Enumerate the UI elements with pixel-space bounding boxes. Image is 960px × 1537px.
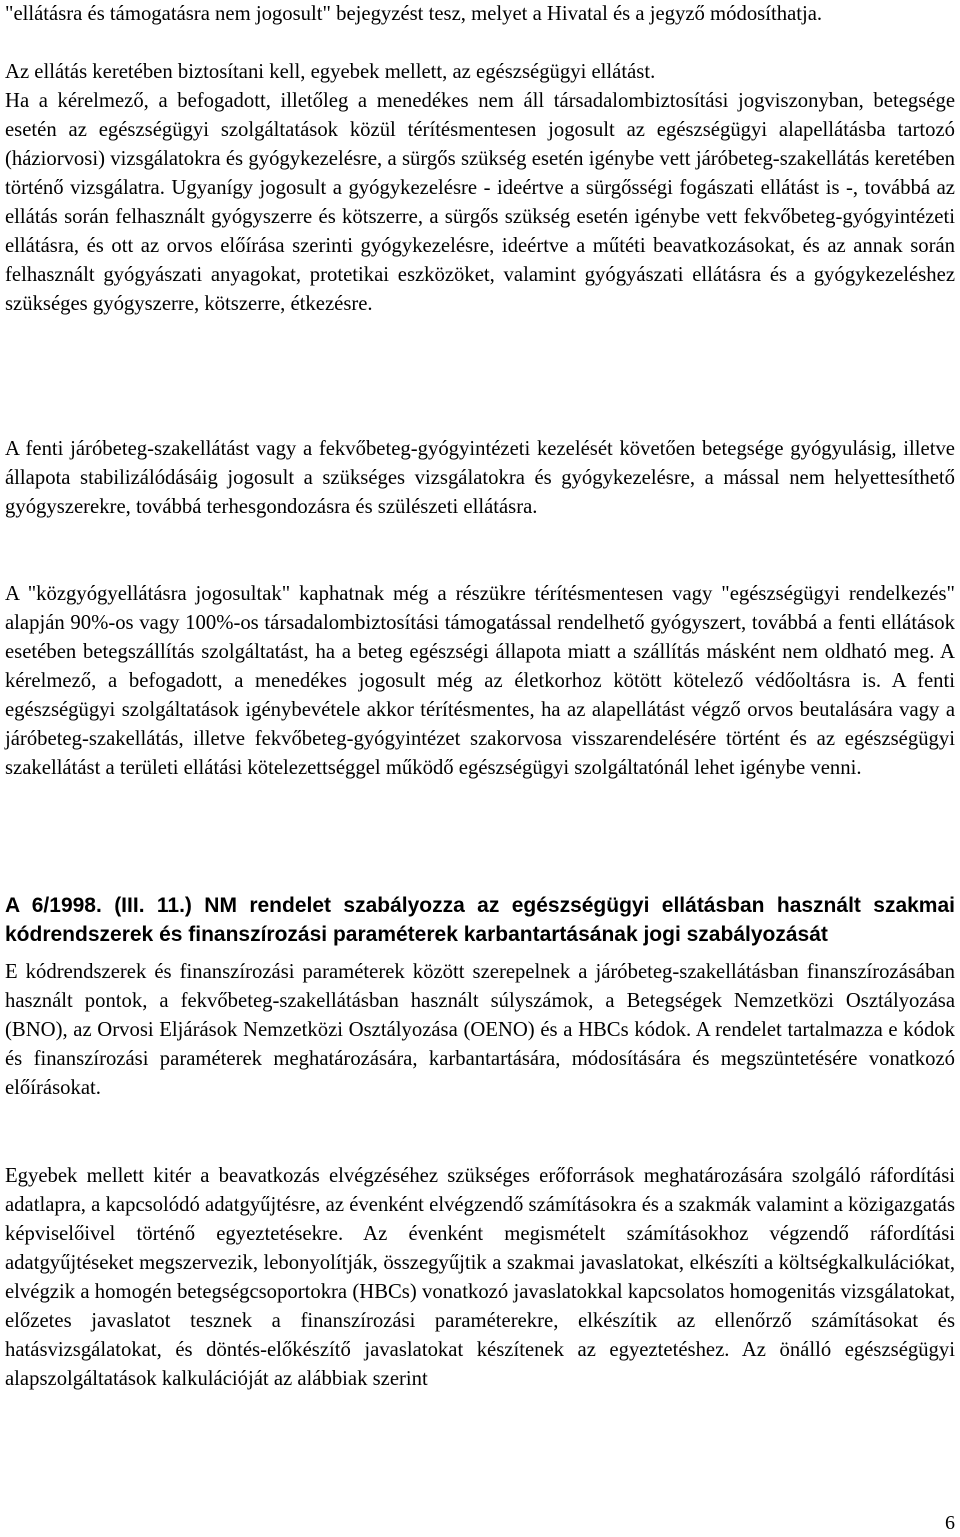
paragraph-registration-note: "ellátásra és támogatásra nem jogosult" bejegyzést tesz, melyet a Hivatal és a jegyző módosíthatja. <box>5 3 823 25</box>
page-number: 6 <box>945 1512 955 1534</box>
paragraph-cost-calculation: Egyebek mellett kitér a beavatkozás elvégzéséhez szükséges erőforrások meghatározására szolgáló ráfordítási adatlapra, a kapcsolódó adatgyűjtésre, az évenként elvégzendő számításokra és a szakmák valamint a közigazgatás képviselőivel történő egyeztetésekre. Az évenként megismételt számításokhoz végzendő ráfordítási adatgyűjtéseket megszervezik, lebonyolítják, összegyűjtik a szakmai javaslatokat, elkészíti a költségkalkulációkat, elvégzik a homogén betegségcsoportokra (HBCs) vonatkozó javaslatokkal kapcsolatos homogenitás vizsgálatokat, előzetes javaslatot tesznek a finanszírozási paraméterekre, elkészítik az ellenőrző számításokat és hatásvizsgálatokat, és döntés-előkészítő javaslatokat készítenek az egyeztetéshez. Az önálló egészségügyi alapszolgáltatások kalkulációját az alábbiak szerint <box>5 1165 955 1390</box>
section-heading: A 6/1998. (III. 11.) NM rendelet szabályozza az egészségügyi ellátásban használt szakmai kódrendszerek és finanszírozási paraméterek karbantartásának jogi szabályozását <box>5 894 955 946</box>
paragraph-follow-up-care: A fenti járóbeteg-szakellátást vagy a fekvőbeteg-gyógyintézeti kezelését követően betegsége gyógyulásig, illetve állapota stabilizálódásáig jogosult a szükséges vizsgálatokra és gyógykezelésre, a mással nem helyettesíthető gyógyszerekre, továbbá terhesgondozásra és szülészeti ellátásra. <box>5 438 955 518</box>
paragraph-entitlements: Ha a kérelmező, a befogadott, illetőleg a menedékes nem áll társadalombiztosítási jogviszonyban, betegsége esetén az egészségügyi szolgáltatások közül térítésmentesen jogosult az egészségügyi alapellátásba tartozó (háziorvosi) vizsgálatokra és gyógykezelésre, a sürgős szükség esetén igénybe vett járóbeteg-szakellátás keretében történő vizsgálatra. Ugyanígy jogosult a gyógykezelésre - ideértve a sürgősségi fogászati ellátást is -, továbbá az ellátás során felhasznált gyógyszerre és kötszerre, a sürgős szükség esetén igénybe vett fekvőbeteg-gyógyintézeti ellátásra, és ott az orvos előírása szerinti gyógykezelésre, ideértve a műtéti beavatkozásokat, és az annak során felhasznált gyógyászati anyagokat, protetikai eszközöket, valamint gyógyászati ellátásra és a gyógykezeléshez szükséges gyógyszerre, kötszerre, étkezésre. <box>5 90 955 315</box>
paragraph-health-care-provision: Az ellátás keretében biztosítani kell, egyebek mellett, az egészségügyi ellátást. <box>5 61 656 83</box>
paragraph-public-health-care: A "közgyógyellátásra jogosultak" kaphatnak még a részükre térítésmentesen vagy "egészségügyi rendelkezés" alapján 90%-os vagy 100%-os társadalombiztosítási támogatással rendelhető gyógyszert, továbbá a fenti ellátások esetében betegszállítás szolgáltatást, ha a beteg egészségi állapota miatt a szállítás másként nem oldható meg. A kérelmező, a befogadott, a menedékes jogosult még az életkorhoz kötött kötelező védőoltásra is. A fenti egészségügyi szolgáltatások igénybevétele akkor térítésmentes, ha az alapellátást végző orvos beutalására vagy a járóbeteg-szakellátás, illetve fekvőbeteg-gyógyintézet szakorvosa visszarendelésére történt és az egészségügyi szakellátást a területi ellátási kötelezettséggel működő egészségügyi szolgáltatónál lehet igénybe venni. <box>5 583 955 779</box>
paragraph-code-systems: E kódrendszerek és finanszírozási paraméterek között szerepelnek a járóbeteg-szakellátásban finanszírozásában használt pontok, a fekvőbeteg-szakellátásban használt súlyszámok, a Betegségek Nemzetközi Osztályozása (BNO), az Orvosi Eljárások Nemzetközi Osztályozása (OENO) és a HBCs kódok. A rendelet tartalmazza e kódok és finanszírozási paraméterek meghatározására, karbantartására, módosítására és megszüntetésére vonatkozó előírásokat. <box>5 961 955 1099</box>
